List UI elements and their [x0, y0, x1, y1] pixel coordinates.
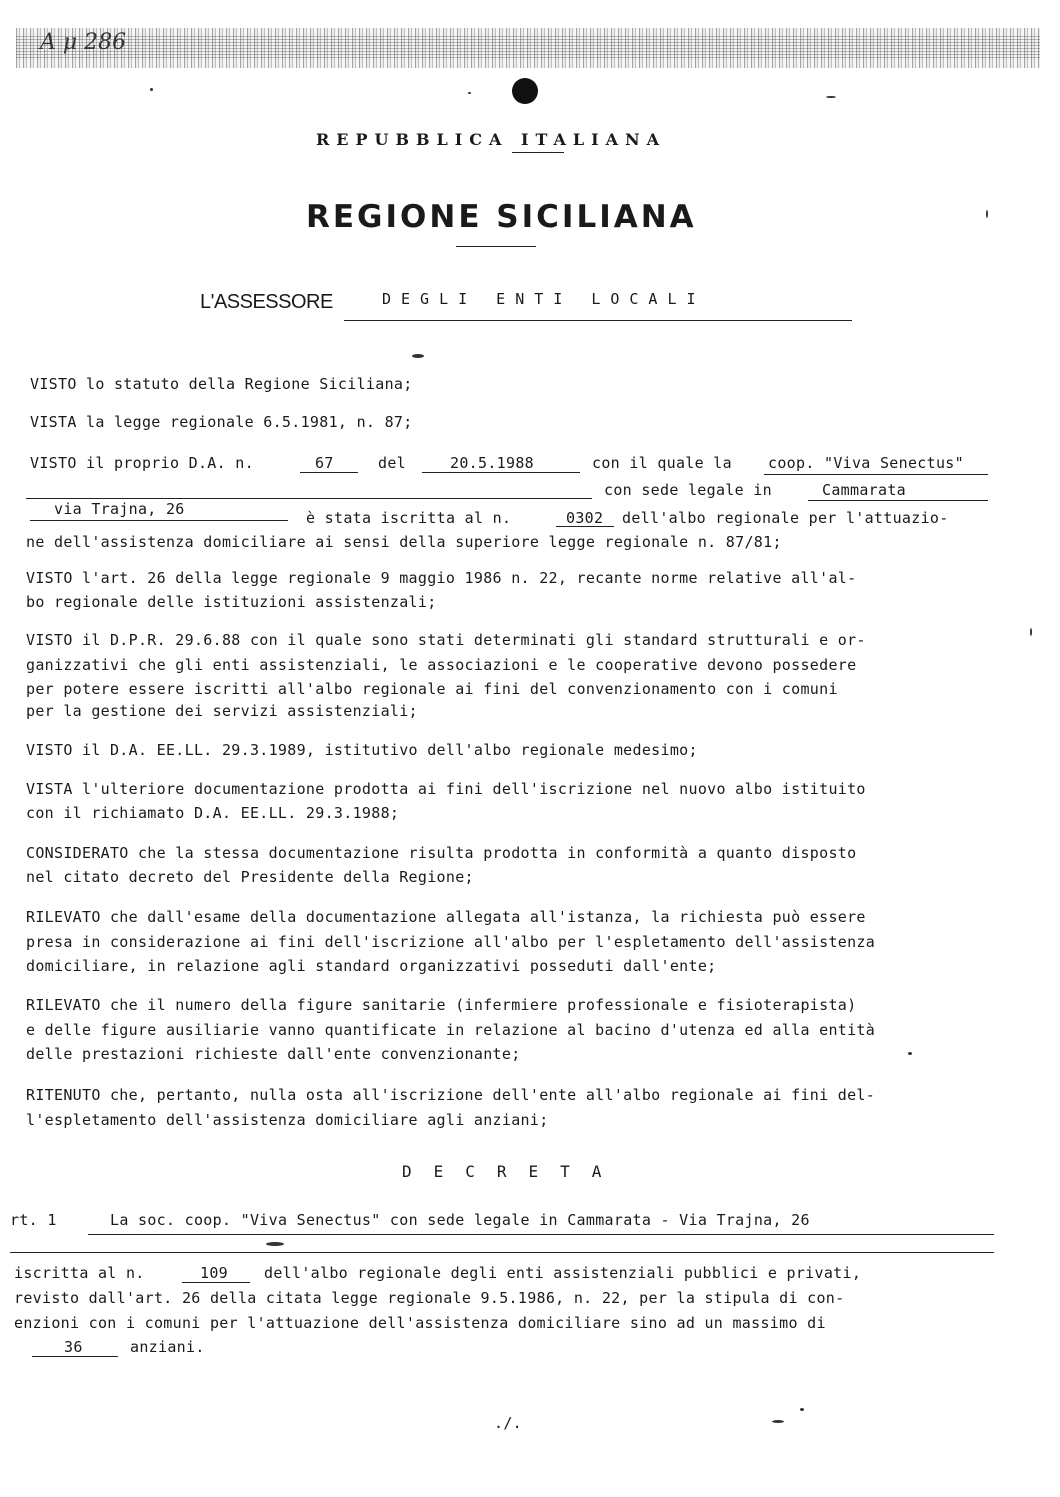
visto-sede-legale: con sede legale in [604, 481, 772, 499]
rilevato-2-line1: RILEVATO che il numero della figure sanitarie (infermiere professionale e fisioterapista) [26, 996, 857, 1014]
republic-title: REPUBBLICA ITALIANA [316, 130, 667, 149]
divider [456, 246, 536, 247]
decreta-iscritta: iscritta al n. [14, 1264, 145, 1282]
ritenuto-line1: RITENUTO che, pertanto, nulla osta all'iscrizione dell'ente all'albo regionale ai fini del- [26, 1086, 876, 1104]
rilevato-1-line2: presa in considerazione ai fini dell'iscrizione all'albo per l'espletamento dell'assistenza [26, 933, 876, 951]
visto-da-eell: VISTO il D.A. EE.LL. 29.3.1989, istitutivo dell'albo regionale medesimo; [26, 741, 698, 759]
visto-da-intro: VISTO il proprio D.A. n. [30, 454, 254, 472]
decreta-line2: revisto dall'art. 26 della citata legge regionale 9.5.1986, n. 22, per la stipula di con- [14, 1289, 845, 1307]
scan-noise-lines [16, 36, 1040, 58]
field-underline [556, 526, 614, 527]
visto-da-qualela: con il quale la [592, 454, 732, 472]
assessore-dept: DEGLI ENTI LOCALI [382, 290, 706, 308]
article-underline [88, 1234, 994, 1235]
visto-iscritta: è stata iscritta al n. [306, 509, 512, 527]
decreta-albo-text: dell'albo regionale degli enti assistenziali pubblici e privati, [264, 1264, 862, 1282]
decreta-line3: enzioni con i comuni per l'attuazione dell'assistenza domiciliare sino ad un massimo di [14, 1314, 826, 1332]
scan-speck [266, 1242, 284, 1246]
da-number: 67 [315, 454, 334, 472]
visto-art26-line2: bo regionale delle istituzioni assistenzali; [26, 593, 437, 611]
decreta-heading: DECRETA [402, 1162, 624, 1181]
da-date: 20.5.1988 [450, 454, 534, 472]
region-title: REGIONE SICILIANA [306, 199, 697, 235]
visto-dpr-line2: ganizzativi che gli enti assistenziali, le associazioni e le cooperative devono possedere [26, 656, 857, 674]
emblem-icon [512, 78, 538, 104]
scan-speck [468, 92, 471, 94]
registry-number: 0302 [566, 509, 604, 527]
field-underline [32, 1356, 118, 1357]
scan-speck [908, 1052, 912, 1055]
field-underline [300, 472, 358, 473]
visto-art26-line1: VISTO l'art. 26 della legge regionale 9 maggio 1986 n. 22, recante norme relative all'al- [26, 569, 857, 587]
scan-speck [412, 354, 424, 358]
considerato-line1: CONSIDERATO che la stessa documentazione risulta prodotta in conformità a quanto disposto [26, 844, 857, 862]
article-line: La soc. coop. "Viva Senectus" con sede legale in Cammarata - Via Trajna, 26 [110, 1211, 810, 1229]
field-underline [26, 498, 592, 499]
albo-number: 109 [200, 1264, 228, 1282]
assessore-underline [344, 320, 852, 321]
rilevato-2-line2: e delle figure ausiliarie vanno quantificate in relazione al bacino d'utenza ed alla entità [26, 1021, 876, 1039]
visto-legge-87: VISTA la legge regionale 6.5.1981, n. 87; [30, 413, 413, 431]
ritenuto-line2: l'espletamento dell'assistenza domiciliare agli anziani; [26, 1111, 549, 1129]
rilevato-2-line3: delle prestazioni richieste dall'ente convenzionante; [26, 1045, 521, 1063]
field-underline [182, 1282, 250, 1283]
handwritten-mark: A μ 286 [40, 30, 127, 55]
visto-albo-text-2: ne dell'assistenza domiciliare ai sensi della superiore legge regionale n. 87/81; [26, 533, 782, 551]
decreta-anziani: anziani. [130, 1338, 205, 1356]
field-underline [808, 500, 988, 501]
visto-statuto: VISTO lo statuto della Regione Siciliana; [30, 375, 413, 393]
divider [512, 152, 564, 153]
scan-speck [986, 210, 988, 218]
coop-name: coop. "Viva Senectus" [768, 454, 964, 472]
visto-dpr-line3: per potere essere iscritti all'albo regionale ai fini del convenzionamento con i comuni [26, 680, 838, 698]
visto-albo-text: dell'albo regionale per l'attuazio- [622, 509, 949, 527]
field-underline [422, 472, 580, 473]
vista-documentazione-line1: VISTA l'ulteriore documentazione prodotta ai fini dell'iscrizione nel nuovo albo istituito [26, 780, 866, 798]
coop-address: via Trajna, 26 [54, 500, 185, 518]
considerato-line2: nel citato decreto del Presidente della Regione; [26, 868, 474, 886]
assessore-label: L'ASSESSORE [200, 291, 333, 313]
scan-speck [826, 96, 836, 98]
field-underline [30, 520, 288, 521]
rilevato-1-line1: RILEVATO che dall'esame della documentazione allegata all'istanza, la richiesta può essere [26, 908, 866, 926]
article-label: rt. 1 [10, 1211, 57, 1229]
visto-dpr-line4: per la gestione dei servizi assistenziali; [26, 702, 418, 720]
scan-speck [772, 1420, 784, 1423]
scan-speck [800, 1408, 804, 1411]
continued-mark: ./. [494, 1414, 522, 1432]
visto-dpr-line1: VISTO il D.P.R. 29.6.88 con il quale sono stati determinati gli standard strutturali e or- [26, 631, 866, 649]
scan-speck [1030, 628, 1032, 636]
field-underline [764, 474, 988, 475]
max-count: 36 [64, 1338, 83, 1356]
scan-speck [150, 88, 153, 91]
visto-da-del: del [378, 454, 406, 472]
rilevato-1-line3: domiciliare, in relazione agli standard organizzativi posseduti dall'ente; [26, 957, 717, 975]
vista-documentazione-line2: con il richiamato D.A. EE.LL. 29.3.1988; [26, 804, 400, 822]
coop-city: Cammarata [822, 481, 906, 499]
article-underline-2 [10, 1252, 994, 1253]
